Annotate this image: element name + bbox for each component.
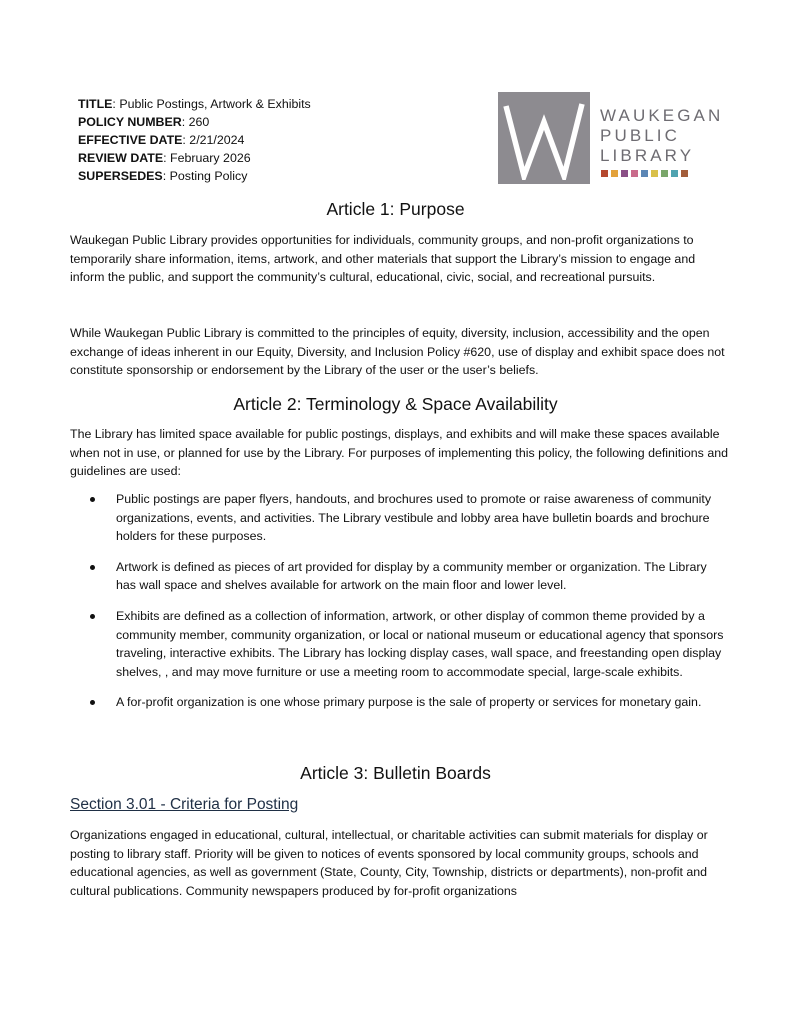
bullet-icon	[90, 565, 95, 570]
bullet-icon	[90, 614, 95, 619]
article-1-paragraph-1: Waukegan Public Library provides opportunities for individuals, community groups, and non-profit organizations to temporarily share information, items, artwork, and other materials that support the Library’s mission to engage and inform the public, and support the community’s cultural, educational, civic, social, and recreational pursuits.	[70, 233, 696, 285]
logo-swatch	[661, 170, 668, 177]
meta-policy-number: POLICY NUMBER: 260	[78, 115, 210, 129]
meta-effective-date: EFFECTIVE DATE: 2/21/2024	[78, 133, 245, 147]
article-1-heading: Article 1: Purpose	[326, 199, 465, 219]
bullet-icon	[90, 700, 95, 705]
logo-swatch	[601, 170, 608, 177]
logo-swatch	[681, 170, 688, 177]
logo-swatch	[651, 170, 658, 177]
logo-wordmark: WAUKEGAN PUBLIC LIBRARY	[600, 106, 724, 165]
policy-metadata	[78, 95, 311, 185]
list-item: Public postings are paper flyers, handouts, and brochures used to promote or raise awareness of community organizations, events, and activities. The Library vestibule and lobby area have bulletin boards and brochure holders for these purposes.	[70, 490, 730, 546]
article-2-heading: Article 2: Terminology & Space Availability	[233, 394, 558, 414]
article-2-intro: The Library has limited space available for public postings, displays, and exhibits and will make these spaces available when not in use, or planned for use by the Library. For purposes of implementing this policy, the following definitions and guidelines are used:	[70, 427, 728, 479]
logo-mark	[498, 92, 590, 184]
library-logo	[498, 92, 734, 188]
meta-title: TITLE: Public Postings, Artwork & Exhibits	[78, 97, 311, 111]
definitions-list	[70, 490, 730, 724]
logo-color-swatches	[601, 170, 688, 177]
article-3-heading: Article 3: Bulletin Boards	[300, 763, 491, 783]
section-3-01-paragraph: Organizations engaged in educational, cultural, intellectual, or charitable activities can submit materials for display or posting to library staff. Priority will be given to notices of events sponsored by local community groups, schools and educational agencies, as well as government (State, County, City, Township, districts or departments), non-profit and cultural publications. Community newspapers produced by for-profit organizations	[70, 828, 708, 898]
logo-swatch	[671, 170, 678, 177]
article-1-paragraph-2: While Waukegan Public Library is committed to the principles of equity, diversity, inclusion, accessibility and the open exchange of ideas inherent in our Equity, Diversity, and Inclusion Policy #620, use of display and exhibit space does not constitute sponsorship or endorsement by the Library of the user or the user’s beliefs.	[70, 326, 725, 378]
section-3-01-heading: Section 3.01 - Criteria for Posting	[70, 796, 299, 813]
logo-swatch	[641, 170, 648, 177]
meta-review-date: REVIEW DATE: February 2026	[78, 151, 251, 165]
logo-swatch	[631, 170, 638, 177]
meta-supersedes: SUPERSEDES: Posting Policy	[78, 169, 248, 183]
logo-swatch	[611, 170, 618, 177]
bullet-icon	[90, 497, 95, 502]
list-item: A for-profit organization is one whose primary purpose is the sale of property or services for monetary gain.	[70, 693, 730, 712]
logo-w-icon	[502, 100, 586, 180]
list-item: Artwork is defined as pieces of art provided for display by a community member or organization. The Library has wall space and shelves available for artwork on the main floor and lower level.	[70, 558, 730, 595]
list-item: Exhibits are defined as a collection of information, artwork, or other display of common theme provided by a community member, community organization, or local or national museum or educational agency that sponsors traveling, interactive exhibits. The Library has locking display cases, wall space, and freestanding open display shelves, , and may move furniture or use a meeting room to accommodate special, large-scale exhibits.	[70, 607, 730, 681]
logo-swatch	[621, 170, 628, 177]
